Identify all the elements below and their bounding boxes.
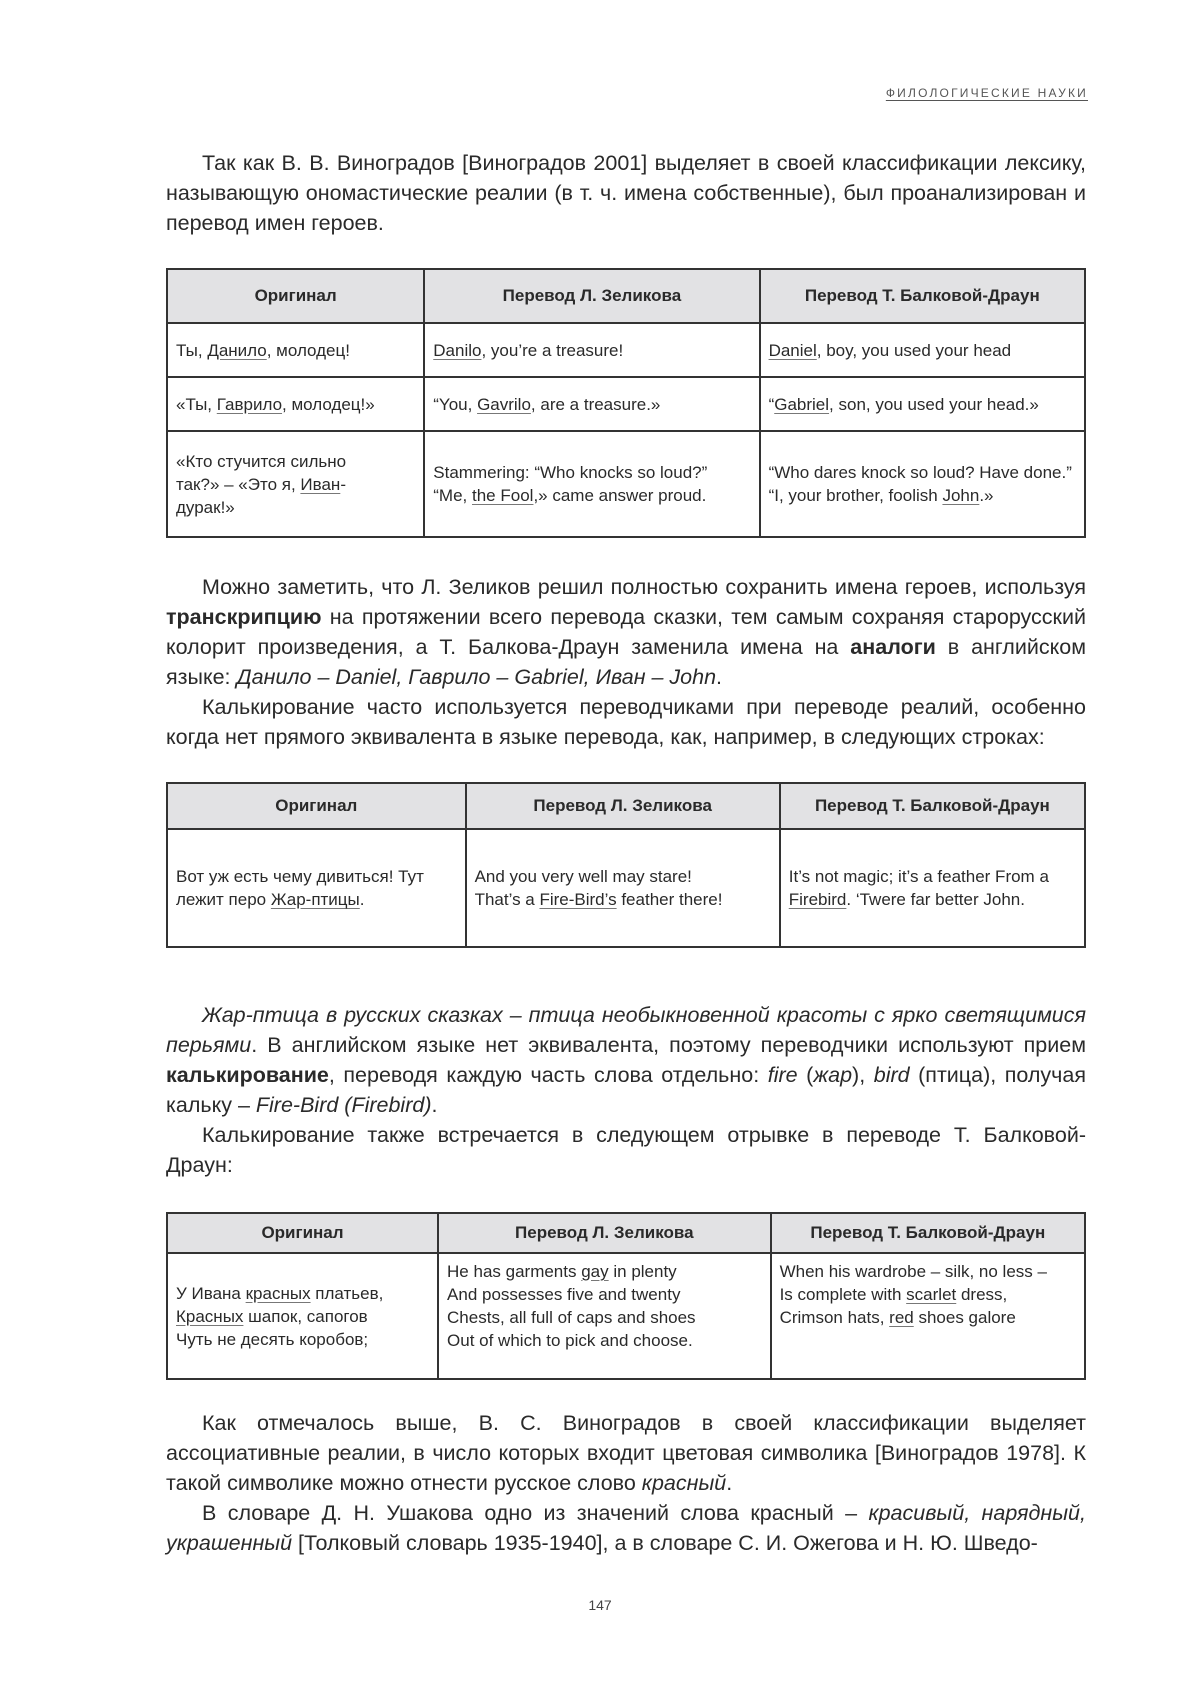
header-balkova: Перевод Т. Балковой-Драун bbox=[771, 1213, 1085, 1253]
cell-zelikov: Danilo, you’re a treasure! bbox=[424, 323, 759, 377]
cell-original: «Кто стучится сильно так?» – «Это я, Иван- дурак!» bbox=[167, 431, 424, 537]
cell-balkova: “Gabriel, son, you used your head.» bbox=[760, 377, 1085, 431]
header-balkova: Перевод Т. Балковой-Драун bbox=[780, 783, 1085, 829]
table-header-row bbox=[167, 1213, 1085, 1253]
paragraph-4: Жар-птица в русских сказках – птица необыкновенной красоты с ярко светящимися перьями. В английском языке нет эквивалента, поэтому переводчики используют прием калькирование, переводя каждую часть слова отдельно: fire (жар), bird (птица), получая кальку – Fire-Bird (Firebird). bbox=[166, 1003, 1086, 1117]
cell-original: У Ивана красных платьев, Красных шапок, сапогов Чуть не десять коробов; bbox=[167, 1253, 438, 1379]
table-row bbox=[167, 377, 1085, 431]
header-original: Оригинал bbox=[167, 269, 424, 323]
cell-balkova: It’s not magic; it’s a feather From a Firebird. ‘Twere far better John. bbox=[780, 829, 1085, 947]
cell-original: Вот уж есть чему дивиться! Тут лежит перо Жар-птицы. bbox=[167, 829, 466, 947]
table-row bbox=[167, 1253, 1085, 1379]
cell-zelikov: “You, Gavrilo, are a treasure.» bbox=[424, 377, 759, 431]
table-header-row bbox=[167, 269, 1085, 323]
running-head: ФИЛОЛОГИЧЕСКИЕ НАУКИ bbox=[885, 86, 1088, 100]
table-names bbox=[166, 268, 1086, 538]
page-number: 147 bbox=[588, 1597, 612, 1613]
cell-zelikov: And you very well may stare! That’s a Fire-Bird’s feather there! bbox=[466, 829, 780, 947]
table-header-row bbox=[167, 783, 1085, 829]
cell-zelikov: He has garments gay in plenty And possesses five and twenty Chests, all full of caps and shoes Out of which to pick and choose. bbox=[438, 1253, 771, 1379]
table-red-color bbox=[166, 1212, 1086, 1380]
cell-zelikov: Stammering: “Who knocks so loud?” “Me, the Fool,» came answer proud. bbox=[424, 431, 759, 537]
paragraph-3: Калькирование часто используется переводчиками при переводе реалий, особенно когда нет прямого эквивалента в языке перевода, как, например, в следующих строках: bbox=[166, 695, 1086, 749]
cell-original: Ты, Данило, молодец! bbox=[167, 323, 424, 377]
cell-balkova: Daniel, boy, you used your head bbox=[760, 323, 1085, 377]
cell-balkova: “Who dares knock so loud? Have done.” “I, your brother, foolish John.» bbox=[760, 431, 1085, 537]
cell-balkova: When his wardrobe – silk, no less – Is complete with scarlet dress, Crimson hats, red shoes galore bbox=[771, 1253, 1085, 1379]
paragraph-2: Можно заметить, что Л. Зеликов решил полностью сохранить имена героев, используя транскрипцию на протяжении всего перевода сказки, тем самым сохраняя старорусский колорит произведения, а Т. Балкова-Драун заменила имена на аналоги в английском языке: Данило – Daniel, Гаврило – Gabriel, Иван – John. bbox=[166, 575, 1086, 689]
paragraph-7: В словаре Д. Н. Ушакова одно из значений слова красный – красивый, нарядный, украшенный [Толковый словарь 1935-1940], а в словаре С. И. Ожегова и Н. Ю. Шведо- bbox=[166, 1501, 1086, 1555]
paragraph-6: Как отмечалось выше, В. С. Виноградов в своей классификации выделяет ассоциативные реалии, в число которых входит цветовая символика [Виноградов 1978]. К такой символике можно отнести русское слово красный. bbox=[166, 1411, 1086, 1495]
header-original: Оригинал bbox=[167, 783, 466, 829]
header-balkova: Перевод Т. Балковой-Драун bbox=[760, 269, 1085, 323]
table-row bbox=[167, 323, 1085, 377]
header-zelikov: Перевод Л. Зеликова bbox=[424, 269, 759, 323]
header-original: Оригинал bbox=[167, 1213, 438, 1253]
table-row bbox=[167, 431, 1085, 537]
header-zelikov: Перевод Л. Зеликова bbox=[466, 783, 780, 829]
table-row bbox=[167, 829, 1085, 947]
header-zelikov: Перевод Л. Зеликова bbox=[438, 1213, 771, 1253]
paragraph-5: Калькирование также встречается в следующем отрывке в переводе Т. Балковой-Драун: bbox=[166, 1123, 1086, 1177]
table-firebird bbox=[166, 782, 1086, 948]
cell-original: «Ты, Гаврило, молодец!» bbox=[167, 377, 424, 431]
paragraph-1: Так как В. В. Виноградов [Виноградов 2001] выделяет в своей классификации лексику, называющую ономастические реалии (в т. ч. имена собственные), был проанализирован и перевод имен героев. bbox=[166, 151, 1086, 235]
page-content bbox=[166, 148, 1086, 1558]
